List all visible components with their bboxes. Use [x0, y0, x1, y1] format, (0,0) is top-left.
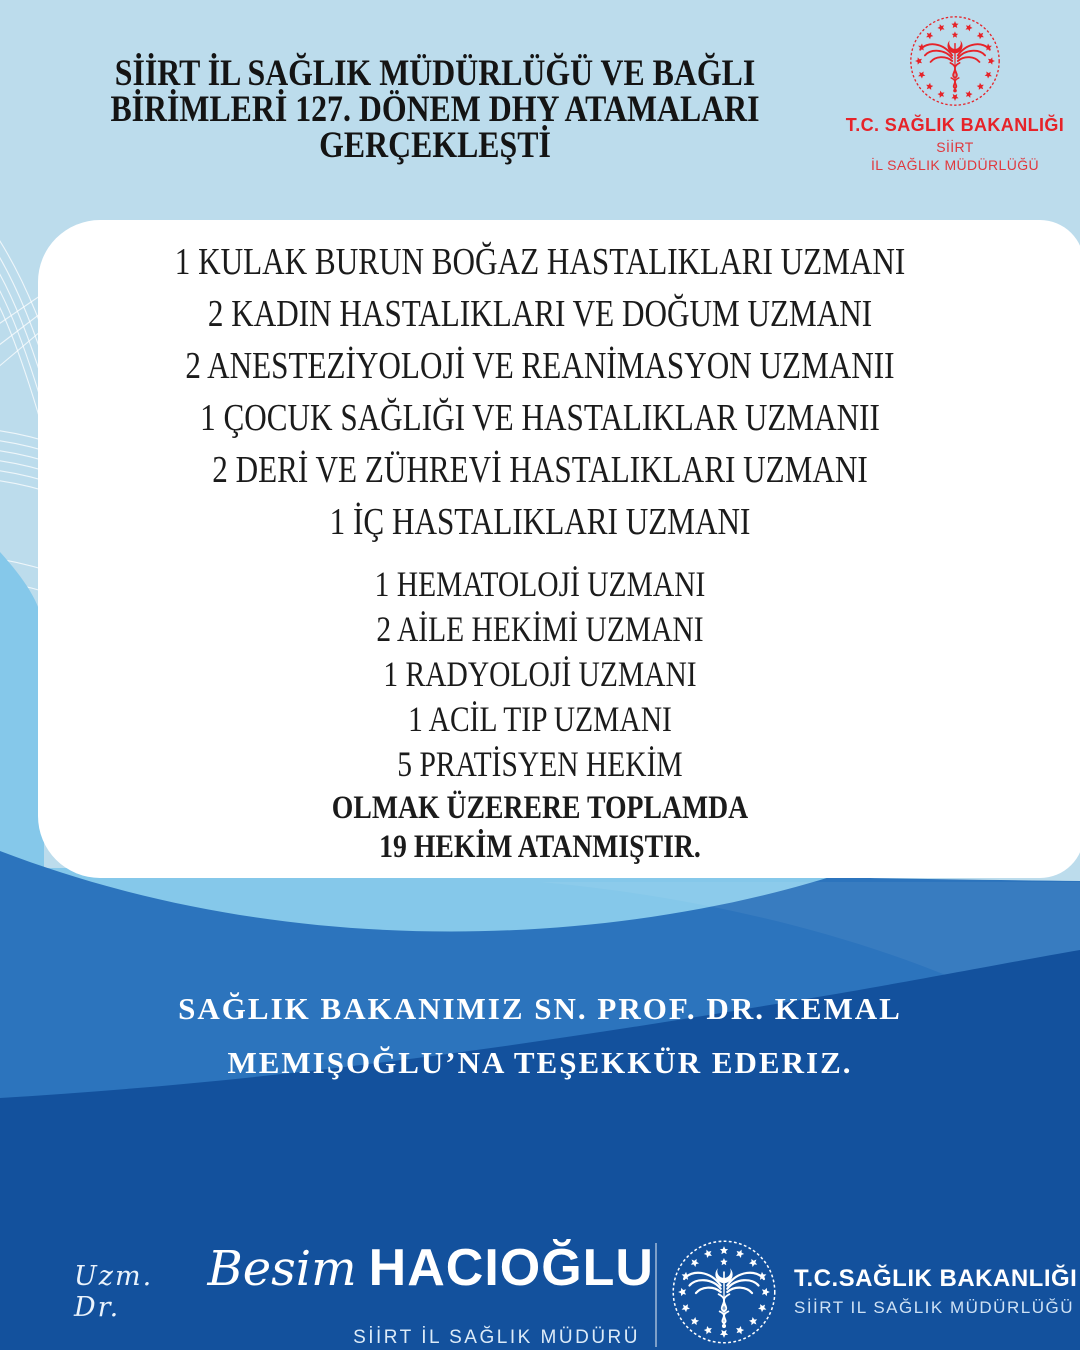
list-item: 2 KADIN HASTALIKLARI VE DOĞUM UZMANI: [207, 293, 873, 335]
signature-block: [64, 1238, 654, 1349]
list-item: 2 ANESTEZİYOLOJİ VE REANİMASYON UZMANII: [185, 345, 895, 387]
signature-last-name: HACIOĞLU: [368, 1239, 654, 1297]
list-item: 1 ACİL TIP UZMANI: [408, 699, 672, 739]
list-item: 1 HEMATOLOJİ UZMANI: [374, 564, 706, 604]
list-item: 1 ÇOCUK SAĞLIĞI VE HASTALIKLAR UZMANII: [200, 397, 880, 439]
title-line: GERÇEKLEŞTİ: [319, 125, 551, 166]
page-title: [61, 53, 809, 166]
list-item: 2 DERİ VE ZÜHREVİ HASTALIKLARI UZMANI: [212, 449, 868, 491]
signature-prefix: Uzm. Dr.: [74, 1261, 154, 1323]
ministry-name: T.C.SAĞLIK BAKANLIĞI: [794, 1265, 1078, 1292]
list-item: 1 KULAK BURUN BOĞAZ HASTALIKLARI UZMANI: [174, 241, 906, 283]
caduceus-star-ring-icon: [908, 14, 1002, 108]
thanks-line: MEMIŞOĞLU’NA TEŞEKKÜR EDERIZ.: [227, 1045, 853, 1080]
ministry-name: T.C. SAĞLIK BAKANLIĞI: [845, 115, 1065, 135]
thanks-message: [0, 982, 1080, 1090]
title-line: BİRİMLERİ 127. DÖNEM DHY ATAMALARI: [110, 89, 760, 130]
footer-divider: [655, 1243, 657, 1347]
appointments-list: [0, 236, 1080, 865]
list-item: 1 RADYOLOJİ UZMANI: [383, 654, 697, 694]
list-item: 5 PRATİSYEN HEKİM: [397, 744, 683, 784]
list-item: 1 İÇ HASTALIKLARI UZMANI: [329, 501, 751, 543]
ministry-emblem-bottom: [670, 1238, 1077, 1346]
summary-line: OLMAK ÜZERERE TOPLAMDA: [331, 790, 749, 826]
caduceus-star-ring-icon: [670, 1238, 778, 1346]
directorate-name: İL SAĞLIK MÜDÜRLÜĞÜ: [870, 157, 1040, 173]
signature-first-name: Besim: [207, 1241, 357, 1297]
thanks-line: SAĞLIK BAKANIMIZ SN. PROF. DR. KEMAL: [178, 991, 902, 1026]
directorate-name: SİİRT IL SAĞLIK MÜDÜRLÜĞÜ: [794, 1298, 1074, 1317]
summary-line: 19 HEKİM ATANMIŞTIR.: [379, 829, 701, 865]
ministry-emblem-top: [845, 14, 1065, 173]
signature-role: SİİRT İL SAĞLIK MÜDÜRÜ: [353, 1327, 640, 1348]
province-name: SİİRT: [936, 139, 974, 155]
list-item: 2 AİLE HEKİMİ UZMANI: [376, 609, 704, 649]
title-line: SİİRT İL SAĞLIK MÜDÜRLÜĞÜ VE BAĞLI: [114, 53, 756, 94]
